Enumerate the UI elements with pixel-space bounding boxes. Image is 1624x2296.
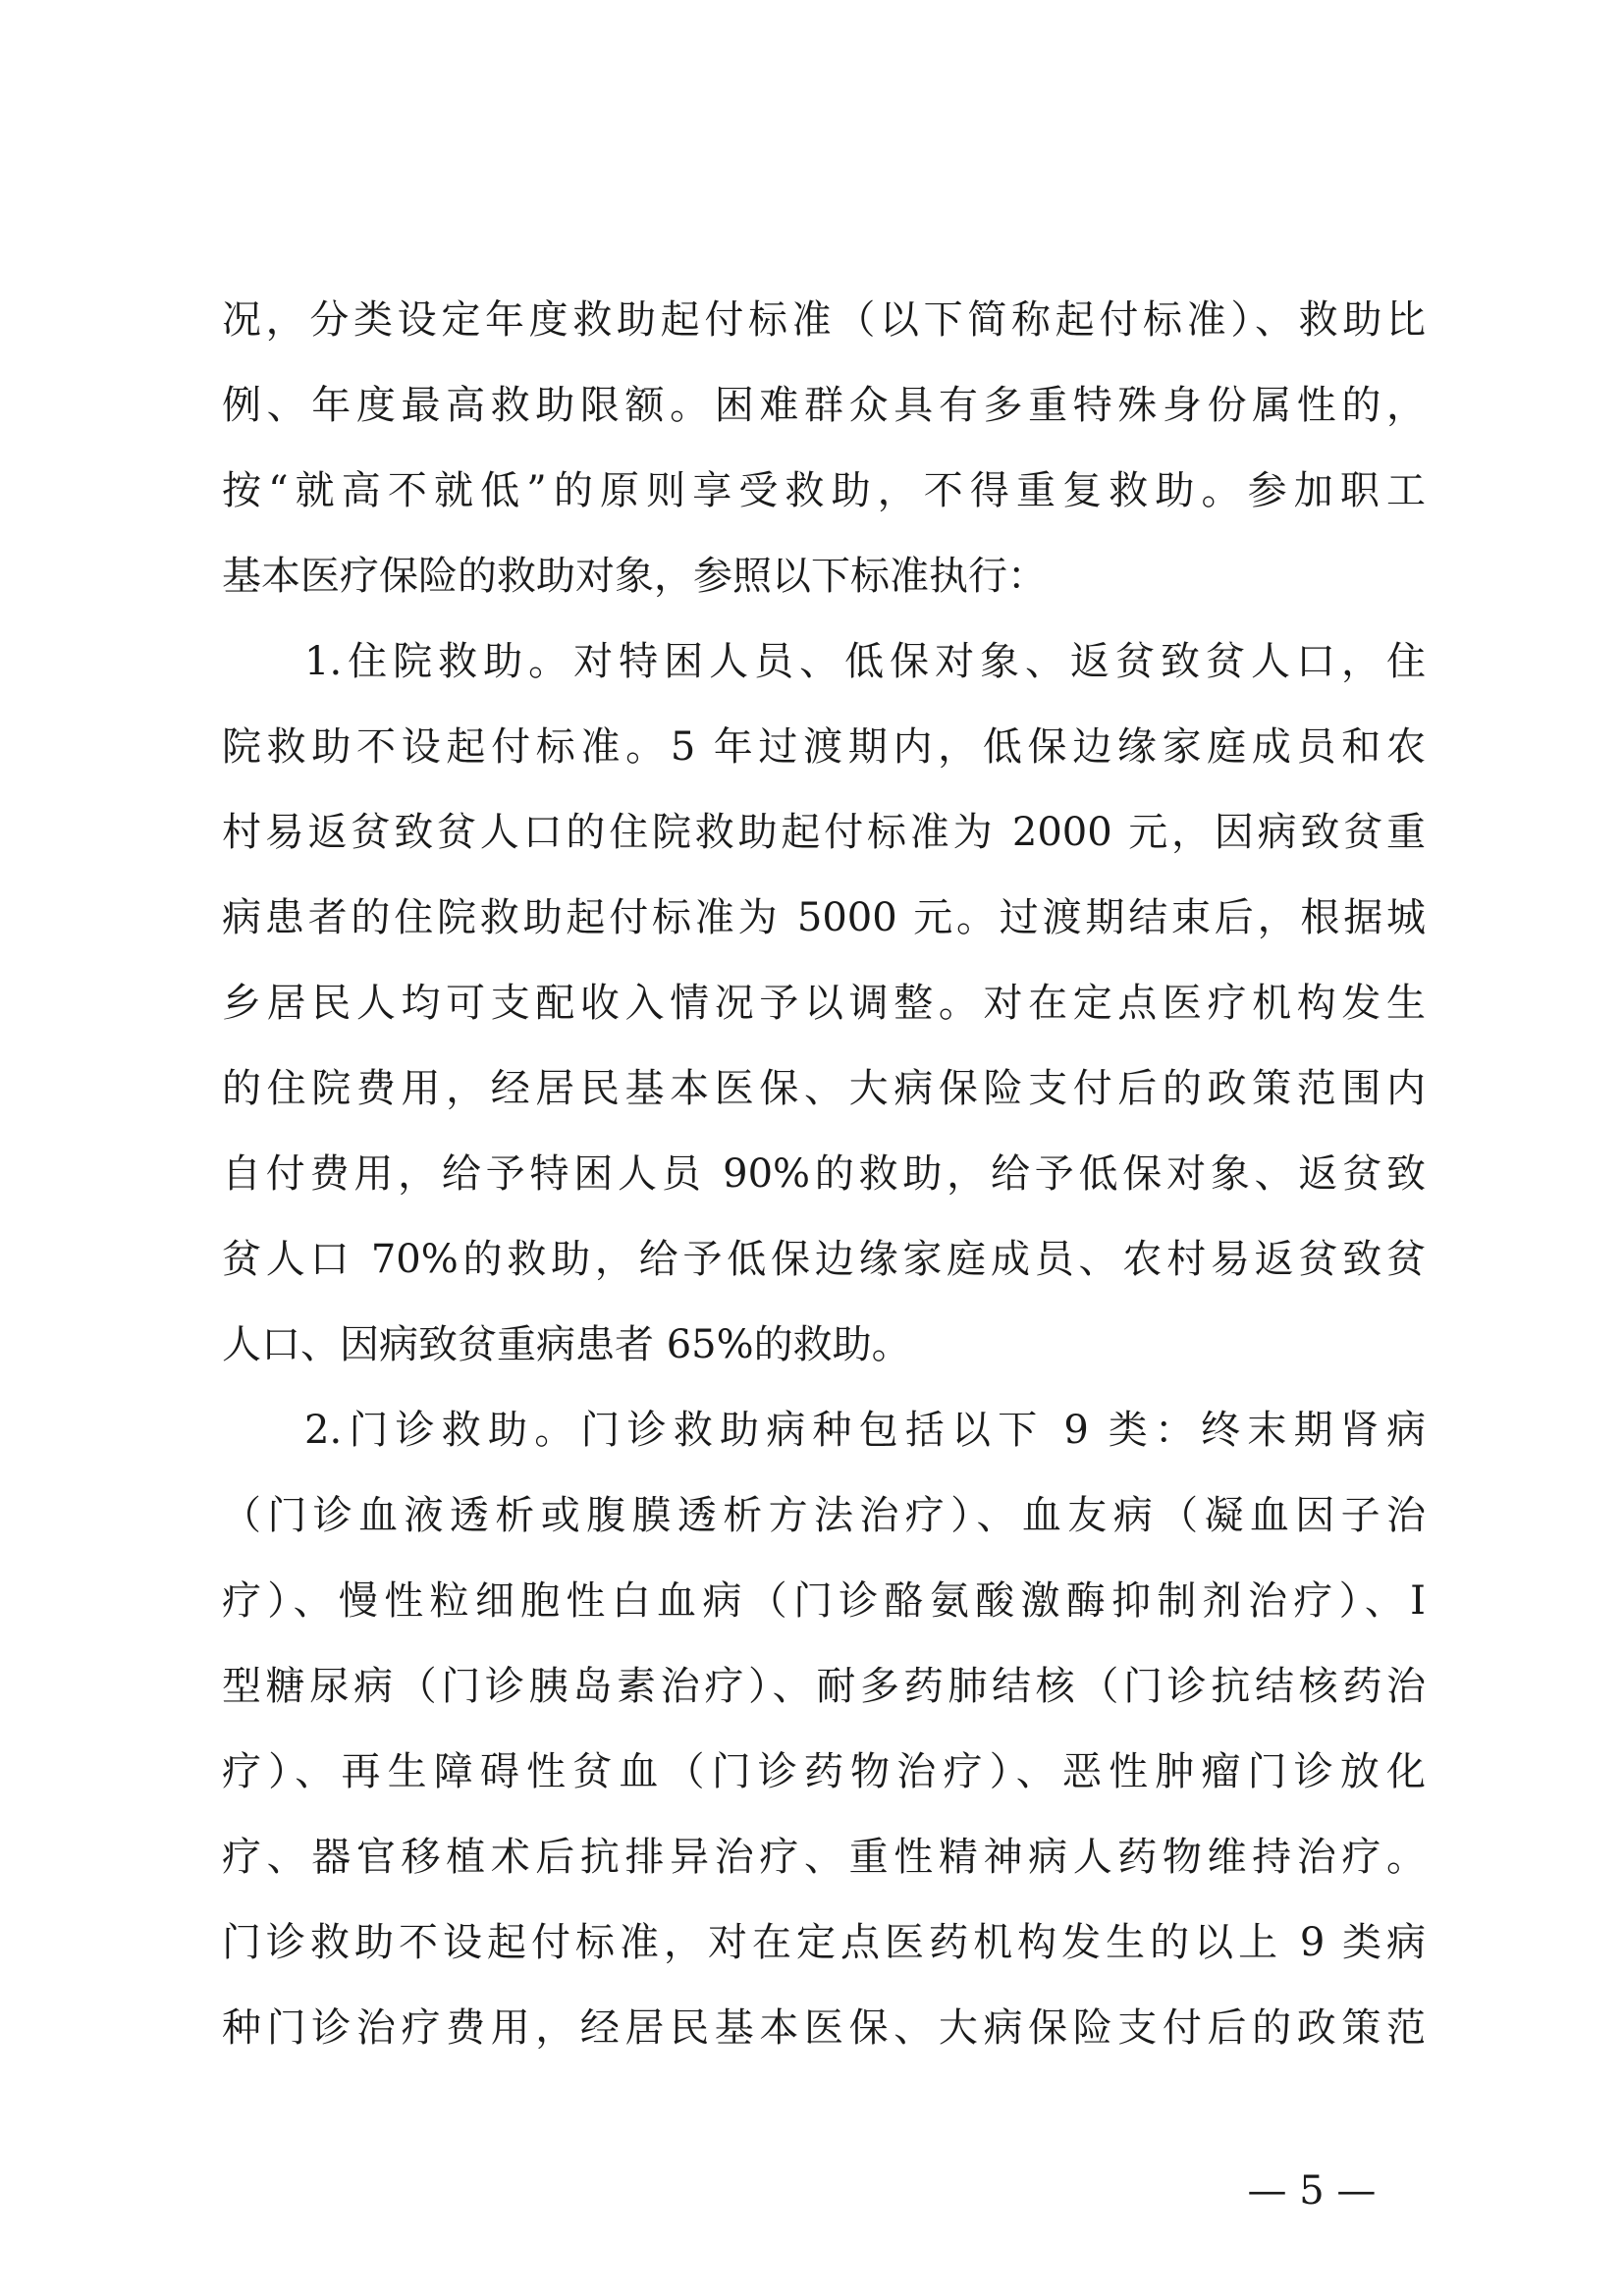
text-line: 的住院费用，经居民基本医保、大病保险支付后的政策范围内 (222, 1066, 1426, 1111)
text-line: 病患者的住院救助起付标准为 5000 元。过渡期结束后，根据城 (222, 895, 1426, 940)
text-line: 型糖尿病（门诊胰岛素治疗）、耐多药肺结核（门诊抗结核药治 (222, 1664, 1426, 1709)
text-line: 疗、器官移植术后抗排异治疗、重性精神病人药物维持治疗。 (222, 1835, 1426, 1880)
text-line: 疗）、慢性粒细胞性白血病（门诊酪氨酸激酶抑制剂治疗）、Ⅰ (222, 1578, 1426, 1624)
text-line: 疗）、再生障碍性贫血（门诊药物治疗）、恶性肿瘤门诊放化 (222, 1749, 1426, 1794)
text-line: 乡居民人均可支配收入情况予以调整。对在定点医疗机构发生 (222, 981, 1426, 1026)
text-line: 人口、因病致贫重病患者 65%的救助。 (222, 1322, 911, 1367)
text-line: 自付费用，给予特困人员 90%的救助，给予低保对象、返贫致 (222, 1151, 1426, 1197)
text-line: 贫人口 70%的救助，给予低保边缘家庭成员、农村易返贫致贫 (222, 1237, 1426, 1282)
text-line: 按“就高不就低”的原则享受救助，不得重复救助。参加职工 (222, 468, 1426, 513)
text-line: 况，分类设定年度救助起付标准（以下简称起付标准）、救助比 (222, 297, 1426, 343)
page-number: — 5 — (1247, 2168, 1377, 2214)
text-line: 例、年度最高救助限额。困难群众具有多重特殊身份属性的， (222, 383, 1426, 428)
paragraph-first-line: 1.住院救助。对特困人员、低保对象、返贫致贫人口，住 (304, 639, 1426, 684)
text-line: 种门诊治疗费用，经居民基本医保、大病保险支付后的政策范 (222, 2005, 1426, 2051)
text-line: 村易返贫致贫人口的住院救助起付标准为 2000 元，因病致贫重 (222, 810, 1426, 855)
text-line: （门诊血液透析或腹膜透析方法治疗）、血友病（凝血因子治 (222, 1493, 1426, 1538)
text-line: 基本医疗保险的救助对象，参照以下标准执行： (222, 554, 1047, 599)
text-line: 院救助不设起付标准。5 年过渡期内，低保边缘家庭成员和农 (222, 724, 1426, 770)
text-line: 门诊救助不设起付标准，对在定点医药机构发生的以上 9 类病 (222, 1920, 1426, 1965)
paragraph-first-line: 2.门诊救助。门诊救助病种包括以下 9 类：终末期肾病 (304, 1408, 1426, 1453)
